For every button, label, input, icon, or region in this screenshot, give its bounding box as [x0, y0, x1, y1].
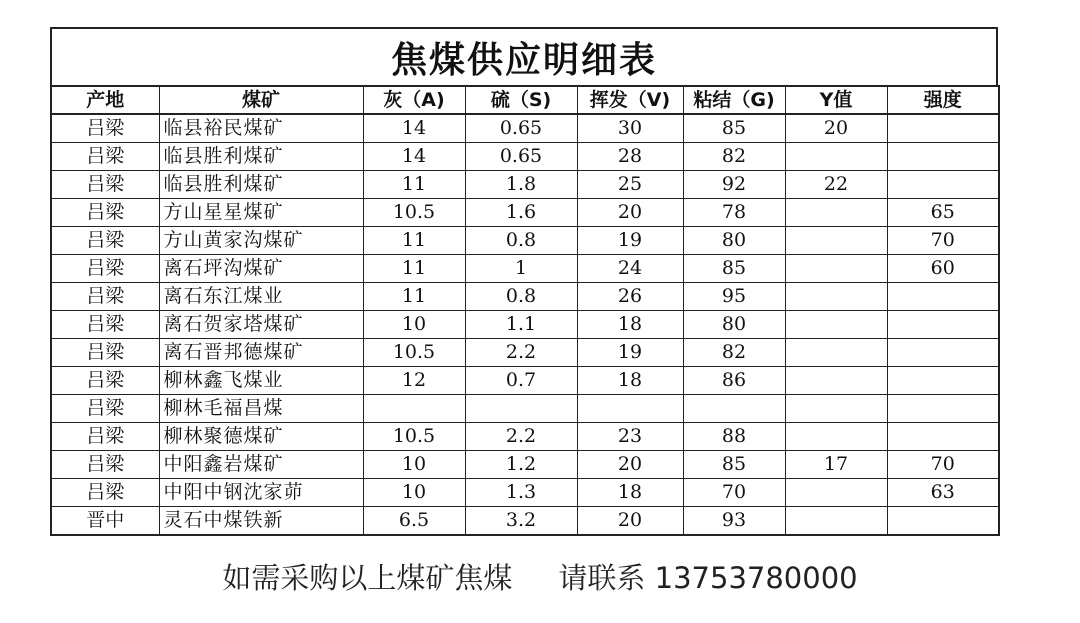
table-cell: 26 [577, 283, 683, 311]
table-cell [887, 114, 999, 143]
mine-name-cell: 离石坪沟煤矿 [159, 255, 363, 283]
table-cell: 吕梁 [51, 451, 159, 479]
table-cell: 85 [683, 255, 785, 283]
table-cell [785, 395, 887, 423]
table-cell: 25 [577, 171, 683, 199]
table-cell [785, 283, 887, 311]
table-cell: 吕梁 [51, 311, 159, 339]
table-cell: 30 [577, 114, 683, 143]
table-cell: 80 [683, 311, 785, 339]
mine-name-cell: 中阳鑫岩煤矿 [159, 451, 363, 479]
table-cell: 10.5 [363, 199, 465, 227]
table-cell: 1.6 [465, 199, 577, 227]
table-body [51, 114, 999, 535]
table-cell: 20 [785, 114, 887, 143]
table-cell: 60 [887, 255, 999, 283]
mine-name-cell: 柳林聚德煤矿 [159, 423, 363, 451]
table-cell [887, 171, 999, 199]
table-cell: 95 [683, 283, 785, 311]
table-cell: 3.2 [465, 507, 577, 536]
header-row [51, 86, 999, 114]
table-cell: 0.7 [465, 367, 577, 395]
table-cell [887, 311, 999, 339]
table-cell [887, 367, 999, 395]
table-cell: 吕梁 [51, 171, 159, 199]
table-row [51, 171, 999, 199]
table-cell [785, 423, 887, 451]
column-header: 煤矿 [159, 86, 363, 114]
table-cell: 11 [363, 283, 465, 311]
table-cell: 11 [363, 255, 465, 283]
table-cell: 1.1 [465, 311, 577, 339]
table-cell [785, 227, 887, 255]
table-cell: 20 [577, 507, 683, 536]
table-cell: 85 [683, 114, 785, 143]
table-row [51, 143, 999, 171]
table-cell: 吕梁 [51, 283, 159, 311]
table-cell: 63 [887, 479, 999, 507]
contact-footer [0, 556, 1080, 597]
table-cell: 0.65 [465, 143, 577, 171]
table-cell [785, 367, 887, 395]
mine-name-cell: 离石晋邦德煤矿 [159, 339, 363, 367]
table-cell: 10.5 [363, 339, 465, 367]
table-row [51, 255, 999, 283]
table-row [51, 395, 999, 423]
table-cell [887, 283, 999, 311]
table-cell: 1.8 [465, 171, 577, 199]
table-row [51, 199, 999, 227]
table-cell: 85 [683, 451, 785, 479]
phone-number: 13753780000 [654, 561, 858, 595]
table-cell: 10.5 [363, 423, 465, 451]
table-cell: 晋中 [51, 507, 159, 536]
table-cell [785, 311, 887, 339]
table-row [51, 114, 999, 143]
table-cell: 11 [363, 227, 465, 255]
title-bar [50, 27, 998, 85]
table-cell: 吕梁 [51, 395, 159, 423]
table-row [51, 479, 999, 507]
table-cell [887, 395, 999, 423]
contact-label: 请联系 [558, 561, 646, 595]
table-cell: 82 [683, 143, 785, 171]
table-row [51, 311, 999, 339]
sheet-title: 焦煤供应明细表 [390, 39, 657, 81]
table-cell: 80 [683, 227, 785, 255]
table-cell [887, 507, 999, 536]
table-cell: 12 [363, 367, 465, 395]
supply-table [50, 85, 1000, 536]
table-cell: 19 [577, 227, 683, 255]
table-cell: 10 [363, 479, 465, 507]
table-cell: 吕梁 [51, 367, 159, 395]
table-cell: 19 [577, 339, 683, 367]
table-cell: 0.8 [465, 283, 577, 311]
table-cell: 0.65 [465, 114, 577, 143]
table-cell: 28 [577, 143, 683, 171]
column-header: Y值 [785, 86, 887, 114]
table-cell [785, 199, 887, 227]
table-cell [887, 143, 999, 171]
table-cell [887, 423, 999, 451]
table-cell: 70 [887, 451, 999, 479]
table-cell: 78 [683, 199, 785, 227]
table-cell: 65 [887, 199, 999, 227]
table-cell [785, 339, 887, 367]
table-cell: 20 [577, 199, 683, 227]
mine-name-cell: 离石东江煤业 [159, 283, 363, 311]
mine-name-cell: 柳林鑫飞煤业 [159, 367, 363, 395]
table-cell [887, 339, 999, 367]
table-cell: 1.3 [465, 479, 577, 507]
table-cell: 18 [577, 479, 683, 507]
table-cell: 1.2 [465, 451, 577, 479]
table-cell [785, 507, 887, 536]
table-cell: 吕梁 [51, 143, 159, 171]
mine-name-cell: 临县胜利煤矿 [159, 143, 363, 171]
column-header: 粘结（G) [683, 86, 785, 114]
mine-name-cell: 灵石中煤铁新 [159, 507, 363, 536]
table-cell: 吕梁 [51, 339, 159, 367]
table-cell [465, 395, 577, 423]
table-cell: 14 [363, 114, 465, 143]
table-cell: 24 [577, 255, 683, 283]
footer-text: 如需采购以上煤矿焦煤 [222, 561, 513, 595]
mine-name-cell: 方山星星煤矿 [159, 199, 363, 227]
table-cell [785, 479, 887, 507]
table-cell: 11 [363, 171, 465, 199]
table-cell: 88 [683, 423, 785, 451]
table-cell [577, 395, 683, 423]
table-row [51, 339, 999, 367]
table-cell [363, 395, 465, 423]
table-row [51, 507, 999, 536]
table-row [51, 227, 999, 255]
table-row [51, 283, 999, 311]
column-header: 强度 [887, 86, 999, 114]
table-cell [785, 143, 887, 171]
mine-name-cell: 临县裕民煤矿 [159, 114, 363, 143]
mine-name-cell: 中阳中钢沈家茆 [159, 479, 363, 507]
table-cell: 92 [683, 171, 785, 199]
table-cell: 86 [683, 367, 785, 395]
table-cell: 2.2 [465, 423, 577, 451]
table-cell: 吕梁 [51, 479, 159, 507]
table-cell: 吕梁 [51, 114, 159, 143]
table-cell: 20 [577, 451, 683, 479]
mine-name-cell: 离石贺家塔煤矿 [159, 311, 363, 339]
table-cell: 吕梁 [51, 255, 159, 283]
table-cell [785, 255, 887, 283]
table-cell: 吕梁 [51, 199, 159, 227]
table-cell: 22 [785, 171, 887, 199]
table-cell: 10 [363, 311, 465, 339]
table-cell: 10 [363, 451, 465, 479]
coking-coal-supply-sheet [50, 27, 998, 536]
table-cell: 吕梁 [51, 227, 159, 255]
table-cell: 18 [577, 311, 683, 339]
table-cell: 14 [363, 143, 465, 171]
table-cell [683, 395, 785, 423]
table-cell: 18 [577, 367, 683, 395]
column-header: 硫（S) [465, 86, 577, 114]
table-cell: 70 [887, 227, 999, 255]
column-header: 产地 [51, 86, 159, 114]
table-cell: 70 [683, 479, 785, 507]
table-row [51, 367, 999, 395]
mine-name-cell: 柳林毛福昌煤 [159, 395, 363, 423]
table-cell: 82 [683, 339, 785, 367]
column-header: 挥发（V) [577, 86, 683, 114]
table-cell: 0.8 [465, 227, 577, 255]
table-cell: 17 [785, 451, 887, 479]
mine-name-cell: 临县胜利煤矿 [159, 171, 363, 199]
table-cell: 6.5 [363, 507, 465, 536]
table-cell: 1 [465, 255, 577, 283]
table-cell: 2.2 [465, 339, 577, 367]
table-cell: 吕梁 [51, 423, 159, 451]
mine-name-cell: 方山黄家沟煤矿 [159, 227, 363, 255]
table-cell: 23 [577, 423, 683, 451]
column-header: 灰（A) [363, 86, 465, 114]
table-cell: 93 [683, 507, 785, 536]
table-row [51, 423, 999, 451]
table-row [51, 451, 999, 479]
